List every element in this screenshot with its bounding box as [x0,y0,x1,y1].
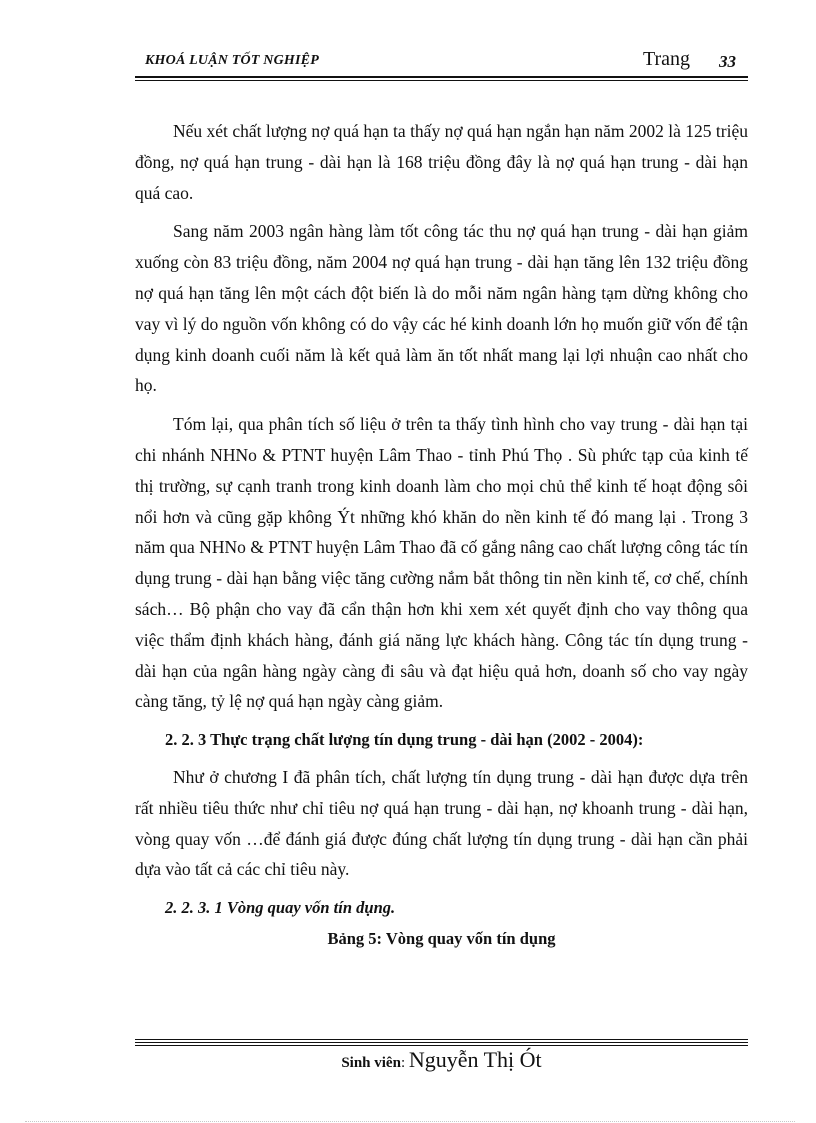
page-footer [135,1047,748,1073]
footer-separator: : [400,1055,409,1071]
body-paragraph-2: Sang năm 2003 ngân hàng làm tốt công tác thu nợ quá hạn trung - dài hạn giảm xuống còn 83 triệu đồng, năm 2004 nợ quá hạn trung - dài hạn tăng lên 132 triệu đồng nợ quá hạn tăng lên một cách đột biến là do mỗi năm ngân hàng tạm dừng không cho vay vì lý do nguồn vốn không có do vậy các hé kinh doanh lớn họ muốn giữ vốn để tận dụng kinh doanh cuối năm là kết quả làm ăn tốt nhất mang lại lợi nhuận cao nhất cho họ. [135,221,748,396]
body-paragraph-4: Như ở chương I đã phân tích, chất lượng tín dụng trung - dài hạn được dựa trên rất nhiều tiêu thức như chỉ tiêu nợ quá hạn trung - dài hạn, nợ khoanh trung - dài hạn, vòng quay vốn …để đánh giá được đúng chất lượng tín dụng trung - dài hạn cần phải dựa vào tất cả các chỉ tiêu này. [135,766,748,880]
subsection-heading: 2. 2. 3. 1 Vòng quay vốn tín dụng. [165,898,396,918]
header-page-label: Trang [643,48,691,70]
header-rule-thick [135,76,748,78]
body-paragraph-1: Nếu xét chất lượng nợ quá hạn ta thấy nợ quá hạn ngắn hạn năm 2002 là 125 triệu đồng, nợ quá hạn trung - dài hạn là 168 triệu đồng đây là nợ quá hạn trung - dài hạn quá cao. [135,121,748,203]
table-caption: Bảng 5: Vòng quay vốn tín dụng [327,928,556,948]
header-rule-thin [135,80,748,81]
footer-rule-top [135,1039,748,1040]
footer-student-name: Nguyễn Thị Ót [408,1047,542,1072]
page-header [135,48,748,76]
header-title: KHOÁ LUẬN TỐT NGHIỆP [145,53,319,68]
body-paragraph-3: Tóm lại, qua phân tích số liệu ở trên ta thấy tình hình cho vay trung - dài hạn tại chi nhánh NHNo & PTNT huyện Lâm Thao - tỉnh Phú Thọ . Sù phức tạp của kinh tế thị trường, sự cạnh tranh trong kinh doanh làm cho mọi chủ thể kinh tế hoạt động sôi nổi hơn và cũng gặp không Ýt những khó khăn do nền kinh tế đó mang lại . Trong 3 năm qua NHNo & PTNT huyện Lâm Thao đã cố gắng nâng cao chất lượng công tác tín dụng trung - dài hạn bằng việc tăng cường nắm bắt thông tin nền kinh tế, cơ chế, chính sách… Bộ phận cho vay đã cẩn thận hơn khi xem xét quyết định cho vay thông qua việc thẩm định khách hàng, đánh giá năng lực khách hàng. Công tác tín dụng trung - dài hạn của ngân hàng ngày càng đi sâu và đạt hiệu quả hơn, doanh số cho vay ngày càng tăng, tỷ lệ nợ quá hạn ngày càng giảm. [135,414,748,712]
footer-label: Sinh viên [341,1055,401,1071]
footer-rule-middle [135,1042,748,1043]
document-body [135,116,748,955]
footer-rule-bottom [135,1045,748,1046]
header-page-number: 33 [719,52,736,71]
page-bottom-dotted-border [25,1121,795,1122]
section-heading: 2. 2. 3 Thực trạng chất lượng tín dụng trung - dài hạn (2002 - 2004): [165,730,644,750]
